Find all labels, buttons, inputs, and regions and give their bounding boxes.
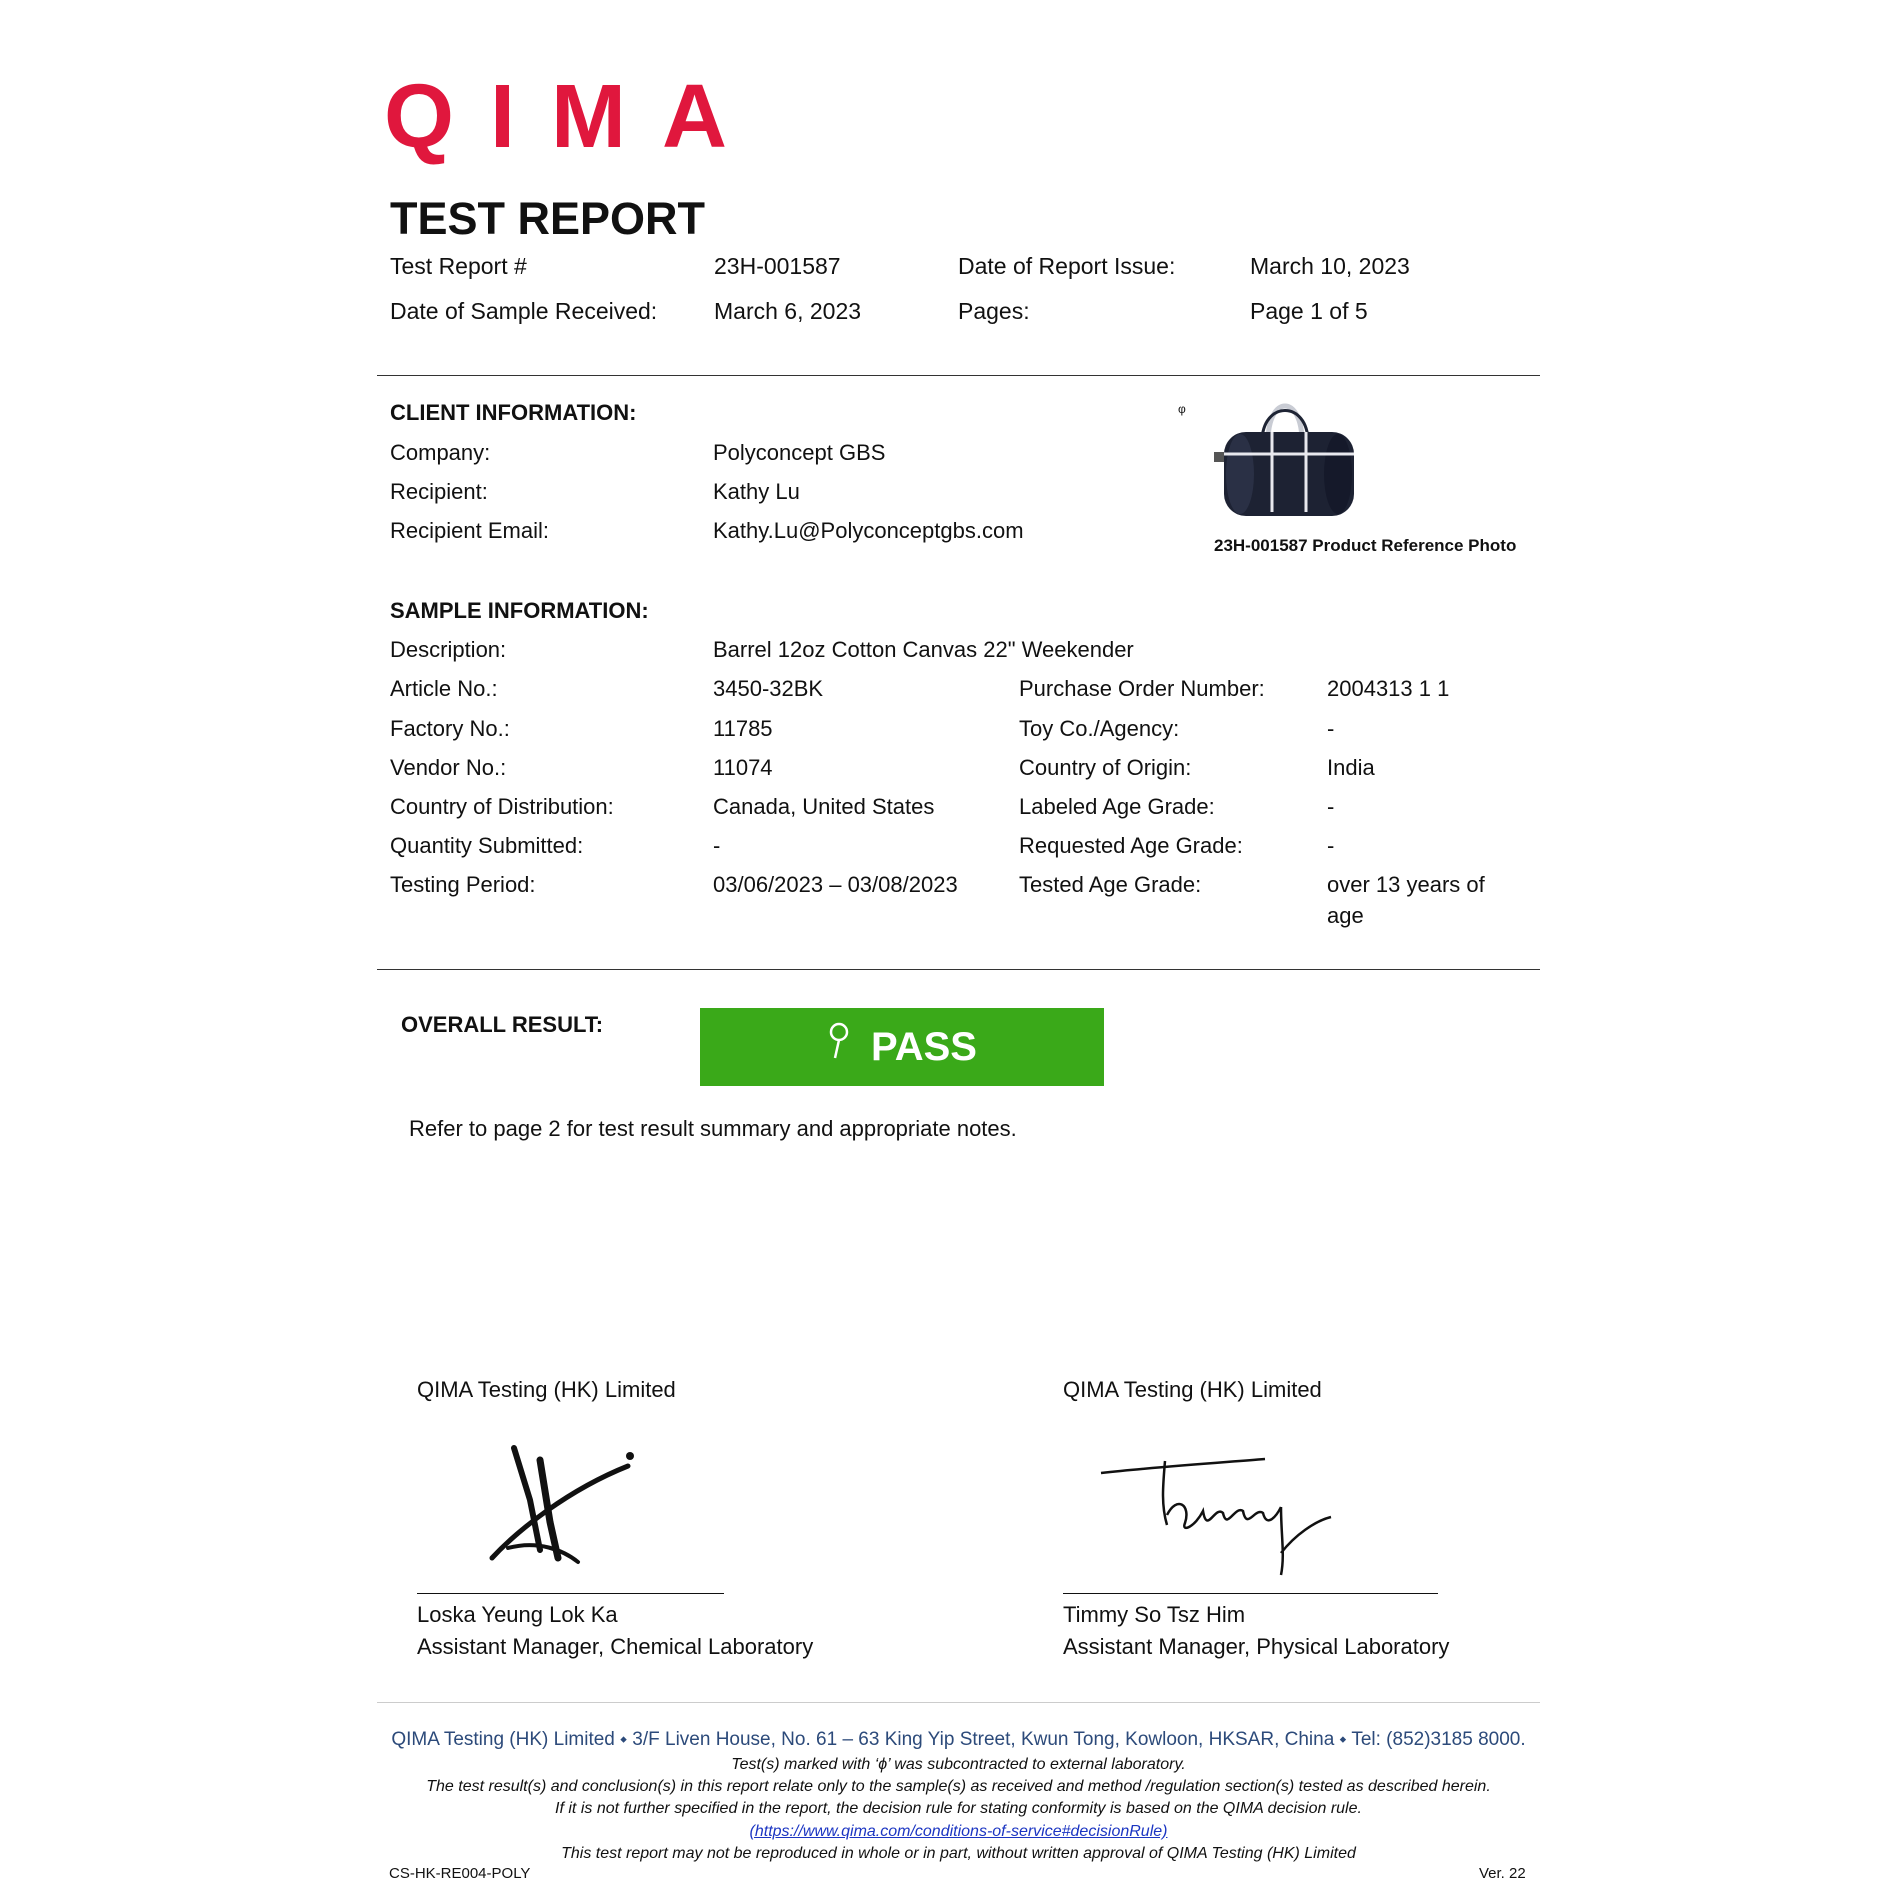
received-date-value: March 6, 2023	[714, 298, 862, 324]
sample-row-value: -	[1327, 833, 1335, 858]
signer-title: Assistant Manager, Chemical Laboratory	[417, 1634, 814, 1659]
duffel-bag-icon	[1210, 392, 1370, 527]
sample-row-value: over 13 years of	[1327, 872, 1485, 897]
email-label: Recipient Email:	[390, 518, 549, 543]
signature-line	[1063, 1593, 1438, 1594]
sample-row-label: Tested Age Grade:	[1019, 872, 1202, 897]
sample-row-value: -	[1327, 716, 1335, 741]
sample-row-value: India	[1327, 755, 1375, 780]
sample-row-label: Testing Period:	[390, 872, 536, 897]
pin-icon	[827, 1022, 851, 1072]
recipient-label: Recipient:	[390, 479, 488, 504]
sample-row-label: Country of Distribution:	[390, 794, 614, 819]
issue-date-value: March 10, 2023	[1250, 253, 1410, 279]
company-value: Polyconcept GBS	[713, 440, 886, 465]
sample-info-heading: SAMPLE INFORMATION:	[390, 598, 649, 623]
sample-row-label: Labeled Age Grade:	[1019, 794, 1215, 819]
sample-row-label: Purchase Order Number:	[1019, 676, 1265, 701]
sample-row-value: 3450-32BK	[713, 676, 824, 701]
footer-subcontract-note: Test(s) marked with ‘ϕ’ was subcontracted to external laboratory.	[731, 1756, 1186, 1773]
recipient-value: Kathy Lu	[713, 479, 800, 504]
signer-title: Assistant Manager, Physical Laboratory	[1063, 1634, 1450, 1659]
company-label: Company:	[390, 440, 491, 465]
signature-line	[417, 1593, 724, 1594]
report-no-label: Test Report #	[390, 253, 527, 279]
description-value: Barrel 12oz Cotton Canvas 22" Weekender	[713, 637, 1134, 662]
pass-text: PASS	[871, 1024, 977, 1069]
form-code: CS-HK-RE004-POLY	[389, 1865, 531, 1882]
sample-row-label: Factory No.:	[390, 716, 510, 741]
footer-address: QIMA Testing (HK) Limited ⬩ 3/F Liven House, No. 61 – 63 King Yip Street, Kwun Tong, Kowloon, HKSAR, China ⬩ Tel: (852)3185 8000.	[391, 1729, 1526, 1750]
version: Ver. 22	[1479, 1865, 1526, 1882]
divider	[377, 375, 1540, 376]
subcontract-marker: φ	[1178, 402, 1186, 416]
report-no-value: 23H-001587	[714, 253, 841, 279]
footer-divider	[377, 1702, 1540, 1703]
qima-logo: QIMA	[384, 67, 763, 167]
client-info-heading: CLIENT INFORMATION:	[390, 400, 637, 425]
sample-row-value-cont: age	[1327, 903, 1364, 928]
sample-row-label: Country of Origin:	[1019, 755, 1192, 780]
sample-row-value: -	[1327, 794, 1335, 819]
sample-row-label: Requested Age Grade:	[1019, 833, 1243, 858]
sample-row-label: Toy Co./Agency:	[1019, 716, 1180, 741]
sample-row-value: Canada, United States	[713, 794, 935, 819]
signature-image	[1095, 1445, 1375, 1590]
footer-decision-rule: If it is not further specified in the report, the decision rule for stating conformity is based on the QIMA decision rule.	[555, 1800, 1362, 1817]
sample-row-value: 2004313 1 1	[1327, 676, 1450, 701]
sample-row-label: Quantity Submitted:	[390, 833, 584, 858]
sample-row-value: -	[713, 833, 721, 858]
signer-company: QIMA Testing (HK) Limited	[417, 1377, 676, 1402]
pass-badge	[700, 1008, 1104, 1086]
footer-link[interactable]: (https://www.qima.com/conditions-of-service#decisionRule)	[749, 1823, 1168, 1840]
email-value: Kathy.Lu@Polyconceptgbs.com	[713, 518, 1024, 543]
sample-row-value: 11785	[713, 716, 773, 741]
signature-image	[478, 1430, 648, 1585]
sample-row-value: 03/06/2023 – 03/08/2023	[713, 872, 958, 897]
photo-caption: 23H-001587 Product Reference Photo	[1214, 536, 1517, 555]
sample-row-label: Article No.:	[390, 676, 498, 701]
description-label: Description:	[390, 637, 507, 662]
sample-row-value: 11074	[713, 755, 773, 780]
divider	[377, 969, 1540, 970]
issue-date-label: Date of Report Issue:	[958, 253, 1176, 279]
result-note: Refer to page 2 for test result summary and appropriate notes.	[409, 1116, 1017, 1141]
received-date-label: Date of Sample Received:	[390, 298, 658, 324]
footer-reproduction-note: This test report may not be reproduced in whole or in part, without written approval of QIMA Testing (HK) Limited	[561, 1845, 1356, 1862]
footer-disclaimer: The test result(s) and conclusion(s) in this report relate only to the sample(s) as received and method /regulation section(s) tested as described herein.	[426, 1778, 1491, 1795]
signer-company: QIMA Testing (HK) Limited	[1063, 1377, 1322, 1402]
page-title: TEST REPORT	[390, 193, 706, 244]
pages-label: Pages:	[958, 298, 1030, 324]
signer-name: Timmy So Tsz Him	[1063, 1602, 1246, 1627]
sample-row-label: Vendor No.:	[390, 755, 507, 780]
pages-value: Page 1 of 5	[1250, 298, 1368, 324]
signer-name: Loska Yeung Lok Ka	[417, 1602, 618, 1627]
overall-result-label: OVERALL RESULT:	[401, 1012, 604, 1037]
